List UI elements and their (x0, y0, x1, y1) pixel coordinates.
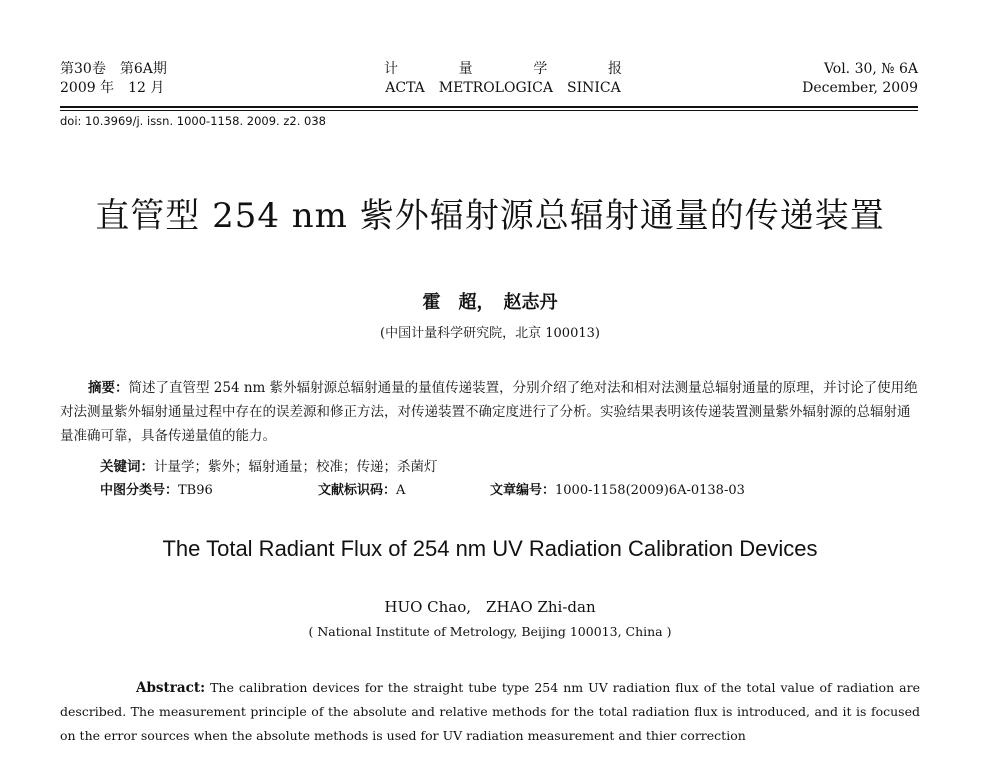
header-rule-thin (60, 110, 918, 111)
article-number (490, 479, 745, 498)
authors-cn: 霍 超， 赵志丹 (422, 292, 558, 313)
clc-number (100, 479, 213, 498)
volume-issue-cn: 第30卷 第6A期 (60, 61, 167, 77)
journal-char: 计 (384, 61, 398, 77)
date-en: December, 2009 (802, 80, 918, 96)
journal-char: 量 (458, 61, 473, 77)
affiliation-en: ( National Institute of Metrology, Beijing 100013, China ) (308, 624, 672, 639)
doc-code-label: 文献标识码： (318, 483, 397, 498)
clc-value: TB96 (178, 483, 213, 498)
authors-en: HUO Chao, ZHAO Zhi-dan (384, 598, 596, 616)
article-no-label: 文章编号： (490, 483, 556, 498)
keywords-cn-text: 计量学；紫外；辐射通量；校准；传递；杀菌灯 (154, 459, 438, 475)
date-cn: 2009 年 12 月 (60, 80, 165, 96)
header-center (372, 60, 634, 98)
abstract-cn-label: 摘要： (88, 380, 129, 396)
document-code (318, 479, 405, 498)
header-rule-thick (60, 106, 918, 108)
paper-title-cn: 直管型 254 nm 紫外辐射源总辐射通量的传递装置 (95, 196, 885, 236)
journal-char: 学 (533, 61, 548, 77)
journal-title-en: ACTA METROLOGICA SINICA (385, 80, 621, 96)
keywords-cn-label: 关键词： (100, 459, 154, 475)
header-left (60, 60, 167, 98)
abstract-en-text: The calibration devices for the straight tube type 254 nm UV radiation flux of the total value of radiation are described. The measurement principle of the absolute and relative methods for the total radiation flux is introduced, and it is focused on the error sources when the absolute methods is used for UV radiation measurement and thier correction (60, 680, 920, 743)
affiliation-cn: (中国计量科学研究院，北京 100013) (380, 326, 600, 341)
abstract-en-label: Abstract: (136, 680, 206, 696)
clc-label: 中图分类号： (100, 483, 179, 498)
doc-code-value: A (396, 483, 406, 498)
abstract-en (60, 676, 920, 748)
volume-issue-en: Vol. 30, № 6A (823, 61, 918, 77)
doi-text: doi: 10.3969/j. issn. 1000-1158. 2009. z2. 038 (60, 114, 326, 128)
abstract-cn-text: 简述了直管型 254 nm 紫外辐射源总辐射通量的量值传递装置，分别介绍了绝对法和相对法测量总辐射通量的原理，并讨论了使用绝对法测量紫外辐射通量过程中存在的误差源和修正方法，对传递装置不确定度进行了分析。实验结果表明该传递装置测量紫外辐射源的总辐射通量准确可靠，具备传递量值的能力。 (60, 380, 918, 444)
journal-title-cn (372, 60, 634, 79)
keywords-cn (100, 455, 438, 475)
journal-char: 报 (607, 61, 622, 77)
article-no-value: 1000-1158(2009)6A-0138-03 (555, 483, 745, 498)
header-right (802, 60, 918, 98)
abstract-cn (60, 376, 920, 448)
paper-title-en: The Total Radiant Flux of 254 nm UV Radiation Calibration Devices (162, 536, 818, 561)
